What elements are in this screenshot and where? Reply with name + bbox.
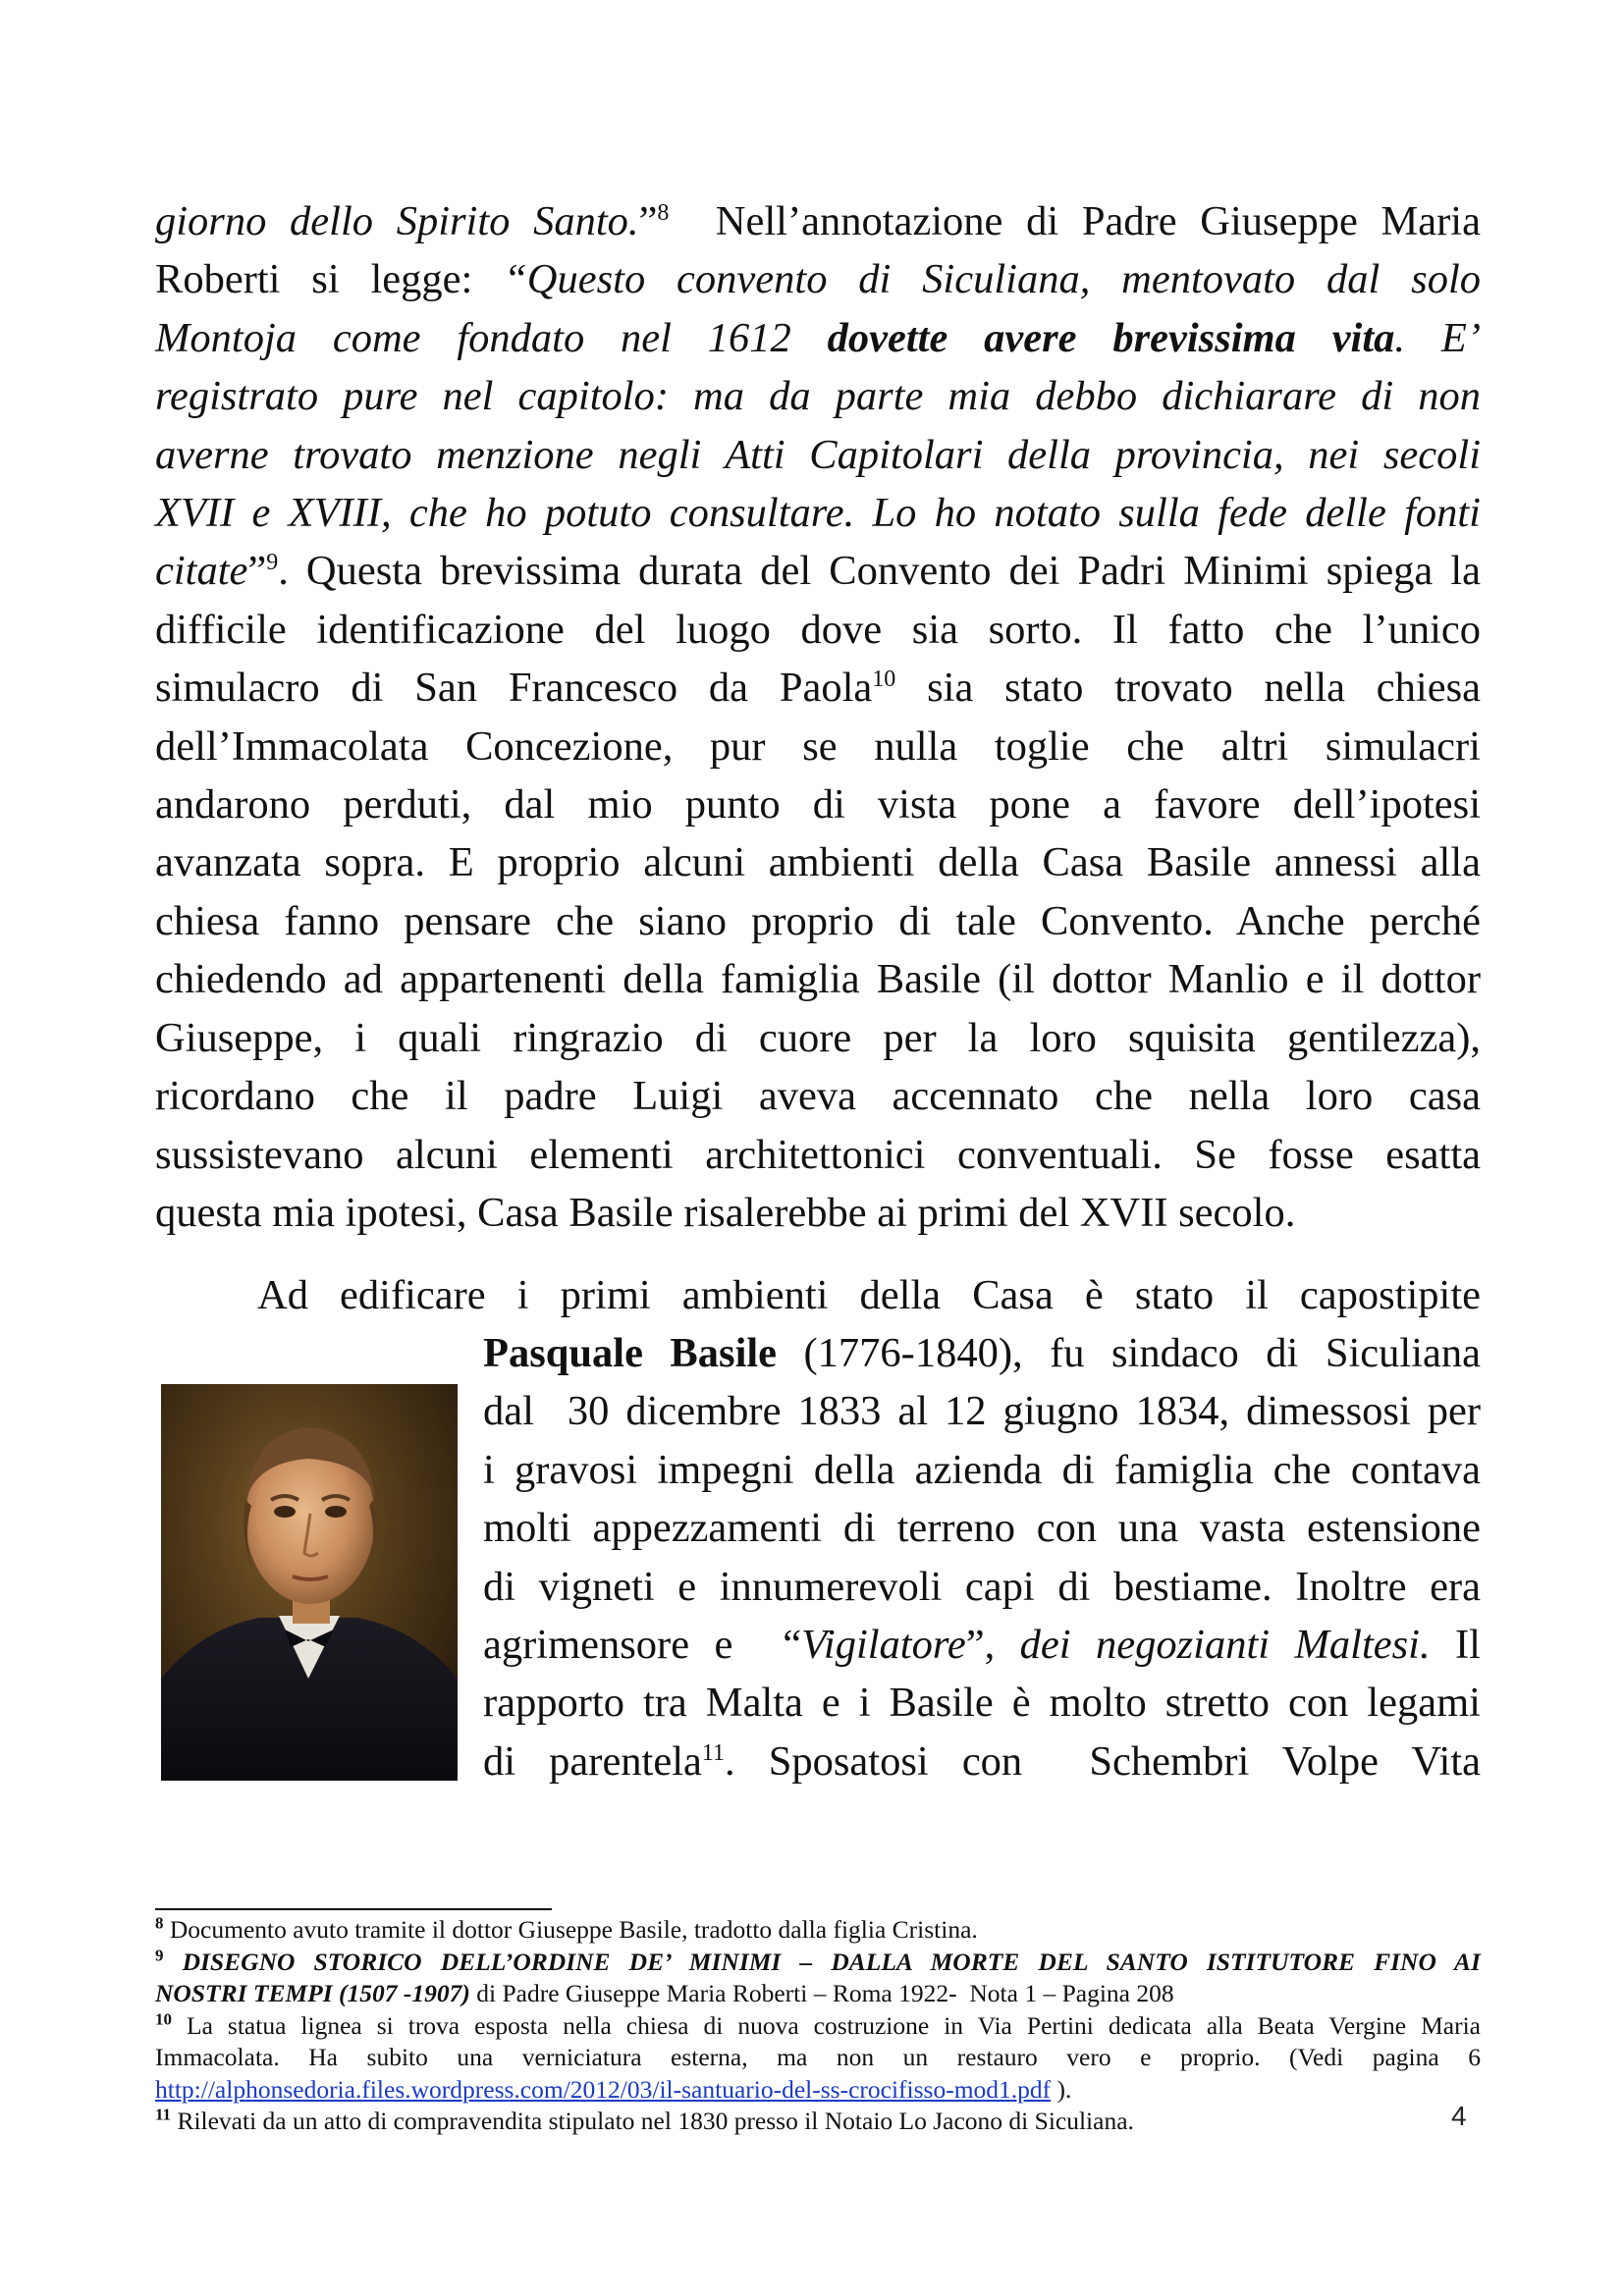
person-name: Pasquale Basile — [483, 1330, 778, 1376]
footnote-ref-11[interactable]: 11 — [701, 1739, 726, 1766]
text-line: simulacro di San Francesco da Paola$^{10}$ sia stato trovato nella chiesa — [155, 665, 1481, 712]
paragraph-pasquale-basile — [483, 1324, 1481, 1790]
text-line: andarono perduti, dal mio punto di vista pone a favore dell’ipotesi — [155, 781, 1481, 828]
paragraph-convento — [155, 192, 1481, 1242]
text-line: Roberti si legge: “Questo convento di Siculiana, mentovato dal solo — [155, 256, 1481, 303]
footnote-8: $^8$ Documento avuto tramite il dottor Giuseppe Basile, tradotto dalla figlia Cristina. — [155, 1913, 978, 1944]
text-line: molti appezzamenti di terreno con una vasta estensione — [483, 1505, 1481, 1552]
footnote-11: $^{11}$ Rilevati da un atto di compravendita stipulato nel 1830 presso il Notaio Lo Jacono di Siculiana. — [155, 2105, 1134, 2135]
text-line: di vigneti e innumerevoli capi di bestiame. Inoltre era — [483, 1563, 1481, 1610]
text-line: registrato pure nel capitolo: ma da parte mia debbo dichiarare di non — [155, 373, 1481, 420]
text-line: citate”$^9$. Questa brevissima durata del Convento dei Padri Minimi spiega la — [155, 548, 1481, 595]
text-line: Montoja come fondato nel 1612 dovette avere brevissima vita. E’ — [155, 314, 1481, 361]
text-line: di parentela$^{11}$. Sposatosi con Schembri Volpe Vita — [483, 1737, 1481, 1785]
text-line: Pasquale Basile (1776-1840), fu sindaco di Siculiana — [483, 1330, 1481, 1376]
footnote-separator — [155, 1908, 552, 1910]
text-line: ricordano che il padre Luigi aveva accennato che nella loro casa — [155, 1073, 1481, 1120]
footnote-ref-9[interactable]: 9 — [266, 550, 279, 576]
footnote-ref-8[interactable]: 8 — [657, 199, 670, 226]
text-line: dal 30 dicembre 1833 al 12 giugno 1834, dimessosi per — [483, 1388, 1481, 1435]
paragraph-pasquale-basile-intro — [155, 1266, 1481, 1324]
text-line: rapporto tra Malta e i Basile è molto stretto con legami — [483, 1680, 1481, 1727]
text-line: difficile identificazione del luogo dove sia sorto. Il fatto che l’unico — [155, 606, 1481, 653]
footnote-ref-10[interactable]: 10 — [872, 667, 896, 693]
text-line: averne trovato menzione negli Atti Capitolari della provincia, nei secoli — [155, 431, 1481, 478]
text-line: i gravosi impegni della azienda di famiglia che contava — [483, 1446, 1481, 1493]
text-line: XVII e XVIII, che ho potuto consultare. Lo ho notato sulla fede delle fonti — [155, 490, 1481, 537]
footnote-10: $^{10}$ La statua lignea si trova esposta nella chiesa di nuova costruzione in Via Pertini dedicata alla Beata Vergine Maria Immacolata. Ha subito una verniciatura esterna, ma non un restauro vero e proprio. (Vedi pagina 6 http://alphonsedoria.files.wordpress.com/2012/03/il-santuario-del-ss-crocifisso-mod1.pdf ). — [155, 2009, 1481, 2104]
portrait-painting — [161, 1384, 458, 1781]
page-number: 4 — [1451, 2101, 1467, 2131]
text-line: giorno dello Spirito Santo.”$^8$ Nell’annotazione di Padre Giuseppe Maria — [155, 198, 1481, 244]
footnotes — [155, 1914, 1481, 2138]
text-line: questa mia ipotesi, Casa Basile risalerebbe ai primi del XVII secolo. — [155, 1189, 1296, 1236]
portrait-image — [161, 1384, 458, 1781]
text-line: dell’Immacolata Concezione, pur se nulla toglie che altri simulacri — [155, 722, 1481, 770]
text-line: Ad edificare i primi ambienti della Casa è stato il capostipite — [257, 1272, 1481, 1318]
text-line: Giuseppe, i quali ringrazio di cuore per la loro squisita gentilezza), — [155, 1014, 1481, 1061]
footnote-link[interactable]: http://alphonsedoria.files.wordpress.com/2012/03/il-santuario-del-ss-crocifisso-mod1.pdf — [155, 2074, 1052, 2104]
text-line: agrimensore e “Vigilatore”, dei negozianti Maltesi. Il — [483, 1622, 1481, 1669]
text-line: avanzata sopra. E proprio alcuni ambienti della Casa Basile annessi alla — [155, 839, 1481, 886]
footnote-9: $^9$ DISEGNO STORICO DELL’ORDINE DE’ MINIMI – DALLA MORTE DEL SANTO ISTITUTORE FINO AI NOSTRI TEMPI (1507 -1907) di Padre Giuseppe Maria Roberti – Roma 1922- Nota 1 – Pagina 208 — [155, 1946, 1481, 2007]
text-line: chiedendo ad appartenenti della famiglia Basile (il dottor Manlio e il dottor — [155, 956, 1481, 1003]
text-line: sussistevano alcuni elementi architettonici conventuali. Se fosse esatta — [155, 1131, 1481, 1178]
text-line: chiesa fanno pensare che siano proprio di tale Convento. Anche perché — [155, 897, 1481, 944]
